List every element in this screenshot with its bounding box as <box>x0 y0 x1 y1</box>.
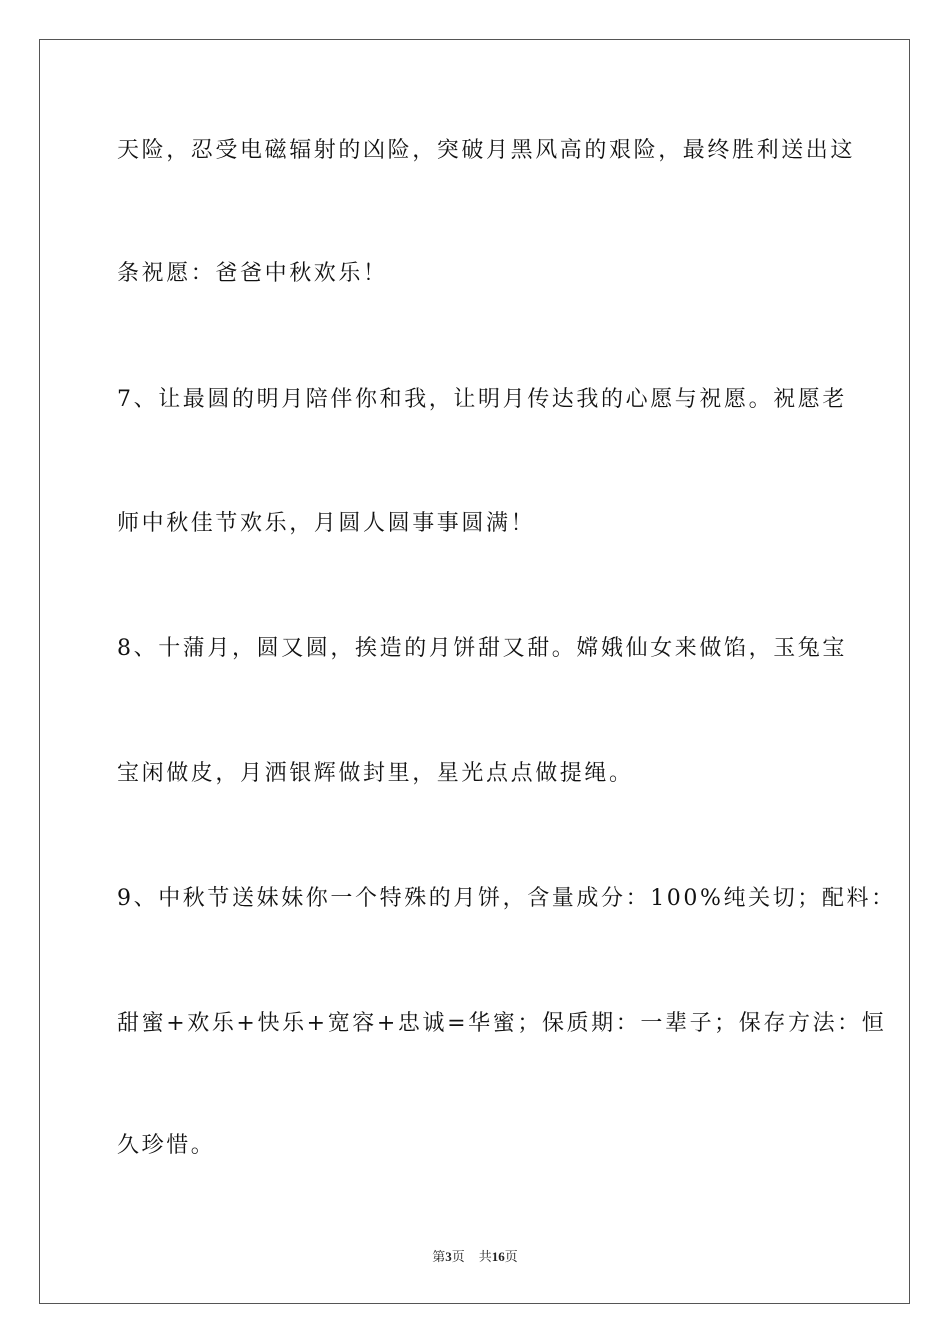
body-line: 宝闲做皮，月洒银辉做封里，星光点点做提绳。 <box>117 761 634 786</box>
body-line: 久珍惜。 <box>117 1133 216 1158</box>
body-line: 师中秋佳节欢乐，月圆人圆事事圆满！ <box>117 511 536 536</box>
page-border <box>39 39 910 1304</box>
body-line: 9、中秋节送妹妹你一个特殊的月饼，含量成分：100%纯关切；配料： <box>117 886 896 911</box>
body-line: 7、让最圆的明月陪伴你和我，让明月传达我的心愿与祝愿。祝愿老 <box>117 387 847 412</box>
body-line: 天险，忍受电磁辐射的凶险，突破月黑风高的艰险，最终胜利送出这 <box>117 138 856 163</box>
page-footer <box>0 1248 950 1266</box>
page-prefix: 第 <box>432 1249 446 1264</box>
total-pages-number: 16 <box>491 1249 505 1264</box>
body-line: 条祝愿：爸爸中秋欢乐！ <box>117 261 388 286</box>
body-line: 甜蜜+欢乐+快乐+宽容+忠诚=华蜜；保质期：一辈子；保存方法：恒 <box>117 1011 887 1036</box>
total-prefix: 共 <box>478 1249 492 1264</box>
total-suffix: 页 <box>504 1249 518 1264</box>
body-line: 8、十蒲月，圆又圆，挨造的月饼甜又甜。嫦娥仙女来做馅，玉兔宝 <box>117 636 847 661</box>
page-suffix: 页 <box>451 1249 465 1264</box>
current-page-number: 3 <box>445 1249 452 1264</box>
